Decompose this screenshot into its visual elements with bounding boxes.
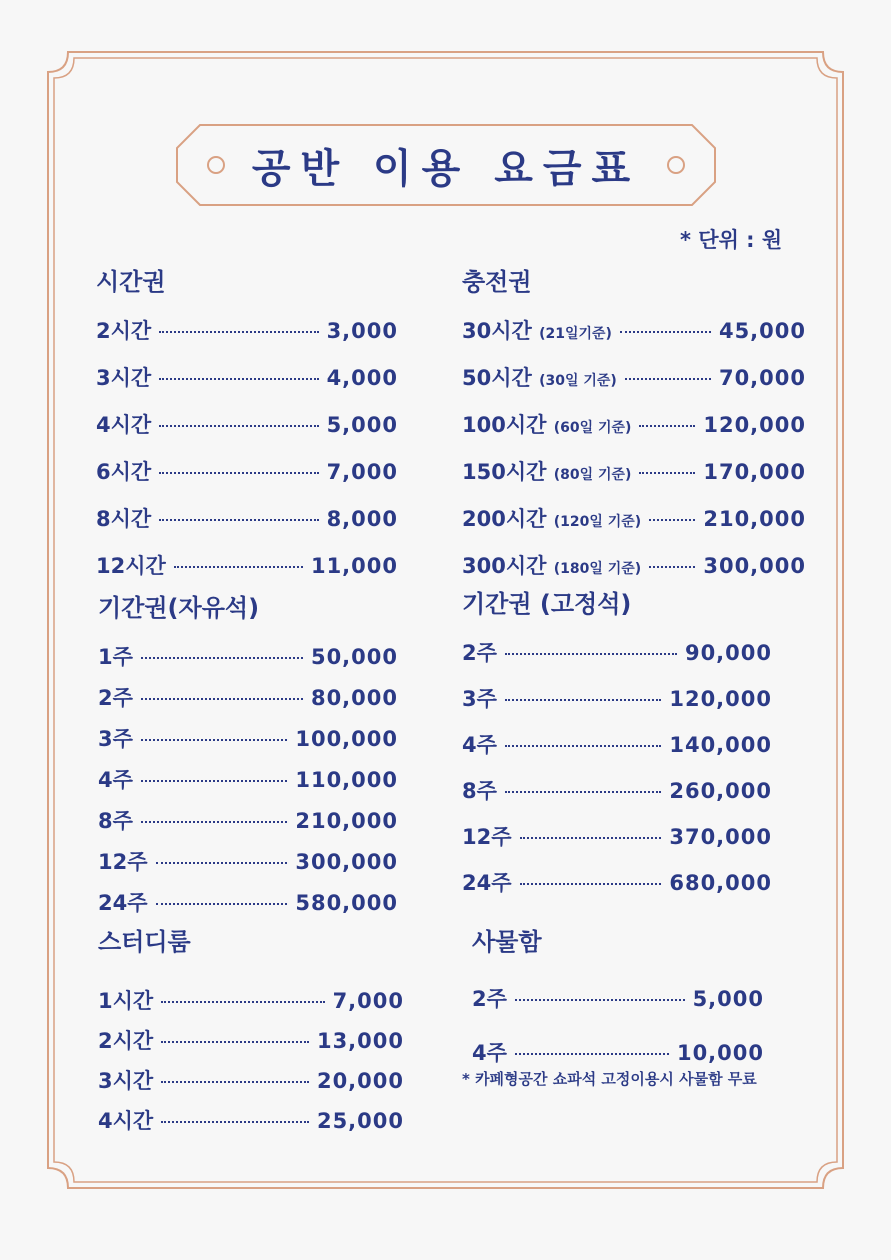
row-label: 12주 bbox=[98, 850, 148, 874]
page-title: 공반 이용 요금표 bbox=[251, 145, 641, 192]
row-price: 170,000 bbox=[703, 460, 806, 484]
row-price: 260,000 bbox=[669, 779, 772, 803]
period-free-list bbox=[98, 641, 398, 917]
row-label: 12주 bbox=[462, 825, 512, 849]
price-row bbox=[462, 315, 806, 345]
row-price: 70,000 bbox=[718, 366, 806, 390]
row-price: 5,000 bbox=[326, 413, 398, 437]
leader-dots bbox=[141, 780, 287, 782]
row-price: 7,000 bbox=[332, 989, 404, 1013]
row-label: 4주 bbox=[472, 1041, 507, 1065]
leader-dots bbox=[515, 1053, 669, 1055]
row-label: 100시간 (60일 기준) bbox=[462, 413, 632, 437]
hourly-list bbox=[96, 315, 398, 580]
period-fixed-list bbox=[462, 637, 772, 897]
leader-dots bbox=[505, 791, 661, 793]
price-row bbox=[98, 1105, 404, 1135]
leader-dots bbox=[505, 699, 661, 701]
price-row bbox=[96, 456, 398, 486]
row-label: 1주 bbox=[98, 645, 133, 669]
price-row bbox=[96, 362, 398, 392]
row-label: 3주 bbox=[98, 727, 133, 751]
leader-dots bbox=[505, 745, 661, 747]
row-price: 80,000 bbox=[310, 686, 398, 710]
row-price: 90,000 bbox=[684, 641, 772, 665]
leader-dots bbox=[505, 653, 677, 655]
price-row bbox=[462, 867, 772, 897]
section-period-free bbox=[98, 588, 398, 917]
row-price: 210,000 bbox=[703, 507, 806, 531]
row-label: 1시간 bbox=[98, 989, 154, 1013]
price-row bbox=[462, 409, 806, 439]
row-price: 25,000 bbox=[316, 1109, 404, 1133]
row-label: 4시간 bbox=[98, 1109, 154, 1133]
row-label: 12시간 bbox=[96, 554, 166, 578]
leader-dots bbox=[520, 883, 662, 885]
leader-dots bbox=[639, 425, 695, 427]
row-label: 4주 bbox=[98, 768, 133, 792]
row-label: 8주 bbox=[98, 809, 133, 833]
row-label: 24주 bbox=[462, 871, 512, 895]
price-row bbox=[98, 805, 398, 835]
leader-dots bbox=[639, 472, 695, 474]
leader-dots bbox=[159, 472, 318, 474]
leader-dots bbox=[141, 821, 287, 823]
price-row bbox=[462, 637, 772, 667]
row-label: 2시간 bbox=[98, 1029, 154, 1053]
price-row bbox=[98, 723, 398, 753]
leader-dots bbox=[161, 1121, 309, 1123]
price-row bbox=[96, 503, 398, 533]
row-price: 8,000 bbox=[326, 507, 398, 531]
leader-dots bbox=[156, 862, 288, 864]
row-price: 110,000 bbox=[295, 768, 398, 792]
row-price: 120,000 bbox=[669, 687, 772, 711]
row-price: 370,000 bbox=[669, 825, 772, 849]
price-row bbox=[96, 409, 398, 439]
row-price: 10,000 bbox=[676, 1041, 764, 1065]
price-row bbox=[462, 550, 806, 580]
price-row bbox=[98, 887, 398, 917]
leader-dots bbox=[141, 739, 287, 741]
price-row bbox=[98, 985, 404, 1015]
title-plaque bbox=[176, 124, 716, 206]
row-label: 3시간 bbox=[98, 1069, 154, 1093]
row-price: 3,000 bbox=[326, 319, 398, 343]
row-label: 2주 bbox=[98, 686, 133, 710]
price-row bbox=[98, 764, 398, 794]
leader-dots bbox=[156, 903, 288, 905]
leader-dots bbox=[520, 837, 662, 839]
section-title-study-room: 스터디룸 bbox=[98, 928, 191, 956]
locker-note: * 카페형공간 쇼파석 고정이용시 사물함 무료 bbox=[462, 1070, 757, 1088]
locker-list bbox=[472, 983, 764, 1067]
section-hourly bbox=[96, 262, 398, 580]
section-title-period-free: 기간권(자유석) bbox=[98, 594, 260, 622]
row-price: 210,000 bbox=[295, 809, 398, 833]
price-row bbox=[462, 729, 772, 759]
row-price: 13,000 bbox=[316, 1029, 404, 1053]
row-label: 3주 bbox=[462, 687, 497, 711]
row-label: 8시간 bbox=[96, 507, 152, 531]
row-price: 140,000 bbox=[669, 733, 772, 757]
row-price: 5,000 bbox=[692, 987, 764, 1011]
row-label: 4주 bbox=[462, 733, 497, 757]
row-price: 4,000 bbox=[326, 366, 398, 390]
section-title-hourly: 시간권 bbox=[96, 268, 166, 296]
price-row bbox=[462, 683, 772, 713]
leader-dots bbox=[141, 657, 303, 659]
price-row bbox=[98, 846, 398, 876]
leader-dots bbox=[159, 425, 318, 427]
price-row bbox=[98, 682, 398, 712]
leader-dots bbox=[161, 1081, 309, 1083]
row-label: 2시간 bbox=[96, 319, 152, 343]
charge-list bbox=[462, 315, 806, 580]
row-price: 11,000 bbox=[310, 554, 398, 578]
leader-dots bbox=[161, 1041, 309, 1043]
unit-note: * 단위 : 원 bbox=[680, 228, 783, 252]
row-price: 120,000 bbox=[703, 413, 806, 437]
section-title-period-fixed: 기간권 (고정석) bbox=[462, 590, 632, 618]
price-row bbox=[462, 456, 806, 486]
leader-dots bbox=[159, 378, 318, 380]
leader-dots bbox=[649, 519, 695, 521]
row-price: 300,000 bbox=[703, 554, 806, 578]
study-room-list bbox=[98, 985, 404, 1135]
row-label: 8주 bbox=[462, 779, 497, 803]
row-label: 50시간 (30일 기준) bbox=[462, 366, 617, 390]
row-label: 3시간 bbox=[96, 366, 152, 390]
row-price: 20,000 bbox=[316, 1069, 404, 1093]
leader-dots bbox=[649, 566, 695, 568]
row-label: 300시간 (180일 기준) bbox=[462, 554, 642, 578]
row-label: 24주 bbox=[98, 891, 148, 915]
row-label: 6시간 bbox=[96, 460, 152, 484]
price-row bbox=[98, 1025, 404, 1055]
section-period-fixed bbox=[462, 584, 772, 897]
leader-dots bbox=[625, 378, 711, 380]
price-row bbox=[462, 775, 772, 805]
row-label: 4시간 bbox=[96, 413, 152, 437]
price-row bbox=[472, 983, 764, 1013]
row-price: 50,000 bbox=[310, 645, 398, 669]
row-price: 300,000 bbox=[295, 850, 398, 874]
leader-dots bbox=[161, 1001, 324, 1003]
section-title-locker: 사물함 bbox=[472, 928, 542, 956]
price-row bbox=[98, 1065, 404, 1095]
row-price: 45,000 bbox=[718, 319, 806, 343]
price-row bbox=[96, 315, 398, 345]
section-study-room bbox=[98, 922, 404, 1135]
leader-dots bbox=[159, 519, 318, 521]
row-label: 200시간 (120일 기준) bbox=[462, 507, 642, 531]
row-label: 150시간 (80일 기준) bbox=[462, 460, 632, 484]
row-price: 7,000 bbox=[326, 460, 398, 484]
leader-dots bbox=[515, 999, 685, 1001]
leader-dots bbox=[141, 698, 303, 700]
price-row bbox=[472, 1037, 764, 1067]
row-label: 2주 bbox=[472, 987, 507, 1011]
price-row bbox=[462, 362, 806, 392]
section-locker bbox=[472, 922, 764, 1067]
price-row bbox=[98, 641, 398, 671]
section-charge bbox=[462, 262, 806, 580]
row-price: 100,000 bbox=[295, 727, 398, 751]
section-title-charge: 충전권 bbox=[462, 268, 532, 296]
leader-dots bbox=[620, 331, 711, 333]
row-label: 30시간 (21일기준) bbox=[462, 319, 612, 343]
price-row bbox=[462, 503, 806, 533]
price-row bbox=[462, 821, 772, 851]
leader-dots bbox=[174, 566, 303, 568]
price-row bbox=[96, 550, 398, 580]
leader-dots bbox=[159, 331, 318, 333]
row-label: 2주 bbox=[462, 641, 497, 665]
row-price: 680,000 bbox=[669, 871, 772, 895]
row-price: 580,000 bbox=[295, 891, 398, 915]
